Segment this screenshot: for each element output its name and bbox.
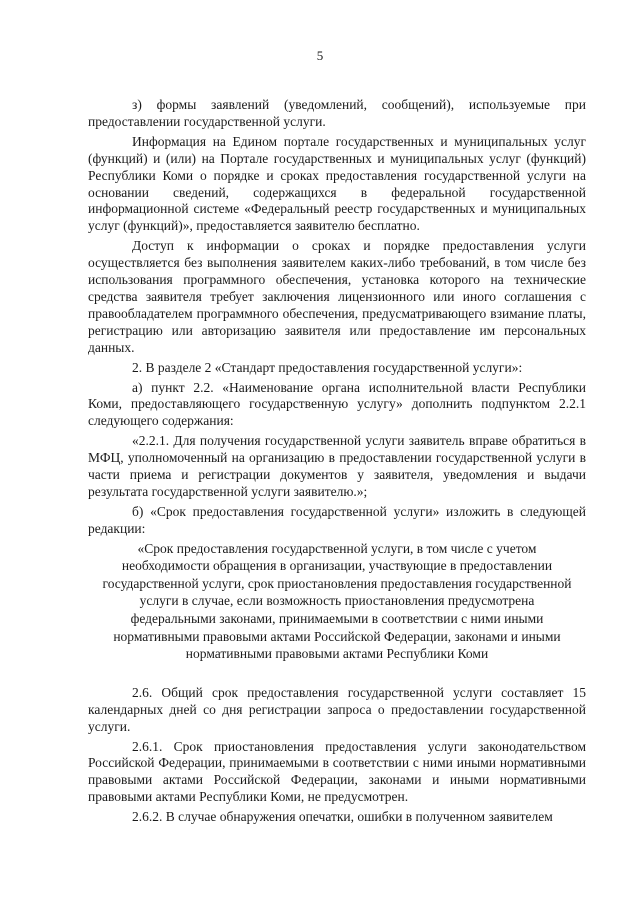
paragraph-item-a: а) пункт 2.2. «Наименование органа исполнительной власти Республики Коми, предоставляющего государственную услугу» дополнить подпунктом 2.2.1 следующего содержания:: [88, 379, 586, 429]
paragraph-section-2: 2. В разделе 2 «Стандарт предоставления государственной услуги»:: [132, 359, 523, 375]
paragraph-2-6-1: 2.6.1. Срок приостановления предоставления услуги законодательством Российской Федерации, принимаемыми в соответствии с ними иными нормативными правовыми актами Российской Федерации, законами и иными нормативными правовыми актами Республики Коми, не предусмотрен.: [88, 738, 586, 805]
section-heading-term: «Срок предоставления государственной услуги, в том числе с учетом необходимости обращения в организации, участвующие в предоставлении государственной услуги, срок приостановления предоставления государственной услуги в случае, если возможность приостановления предусмотрена федеральными законами, принимаемыми в соответствии с ними иными нормативными правовыми актами Российской Федерации, законами и иными нормативными правовыми актами Республики Коми: [102, 540, 572, 662]
paragraph-2-6: 2.6. Общий срок предоставления государственной услуги составляет 15 календарных дней со дня регистрации запроса о предоставлении государственной услуги.: [88, 684, 586, 734]
paragraph-2-2-1: «2.2.1. Для получения государственной услуги заявитель вправе обратиться в МФЦ, уполномоченный на организацию в предоставлении государственной услуги в части приема и регистрации документов у заявителя, уведомления и выдачи результата государственной услуги заявителю.»;: [88, 433, 586, 499]
paragraph-2-6-2: 2.6.2. В случае обнаружения опечатки, ошибки в полученном заявителем: [132, 809, 553, 825]
document-body: [88, 97, 586, 826]
paragraph-portal-info: Информация на Едином портале государственных и муниципальных услуг (функций) и (или) на Портале государственных и муниципальных услуг (функций) Республики Коми о порядке и сроках предоставления государственной услуги на основании сведений, содержащихся в федеральной государственной информационной системе «Федеральный реестр государственных и муниципальных услуг (функций)», предоставляется заявителю бесплатно.: [88, 133, 586, 234]
paragraph-item-b: б) «Срок предоставления государственной услуги» изложить в следующей редакции:: [88, 503, 586, 536]
paragraph-access: Доступ к информации о сроках и порядке предоставления услуги осуществляется без выполнения заявителем каких-либо требований, в том числе без использования программного обеспечения, установка которого на технические средства заявителя требует заключения лицензионного или иного соглашения с правообладателем программного обеспечения, предусматривающего взимание платы, регистрацию или авторизацию заявителя или предоставление им персональных данных.: [88, 238, 586, 355]
paragraph-forms: з) формы заявлений (уведомлений, сообщений), используемые при предоставлении государственной услуги.: [88, 97, 586, 129]
page-number: 5: [316, 48, 324, 63]
